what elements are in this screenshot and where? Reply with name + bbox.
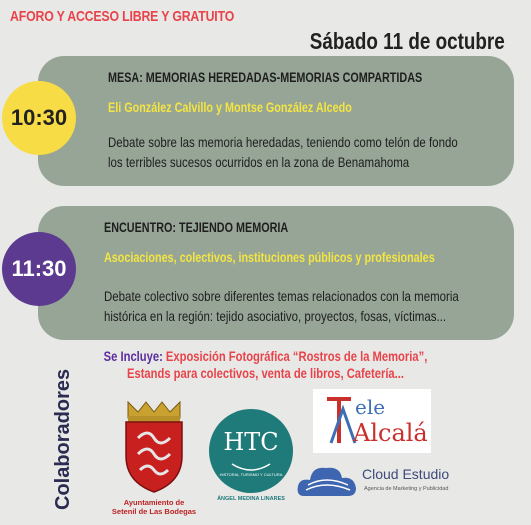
access-info: AFORO Y ACCESO LIBRE Y GRATUITO — [10, 8, 235, 25]
tele-line1: ele — [355, 395, 386, 419]
session-description-line2: los terribles sucesos ocurridos en la zona de Benamahoma — [108, 154, 410, 170]
collaborators-title: Colaboradores — [52, 368, 74, 510]
ayuntamiento-line2: Setenil de Las Bodegas — [111, 507, 197, 516]
htc-logo — [208, 408, 294, 504]
htc-tagline: HISTORIA, TURISMO Y CULTURA — [219, 472, 283, 477]
includes-line1: Exposición Fotográfica “Rostros de la Memoria”, — [165, 348, 428, 364]
ayuntamiento-line1: Ayuntamiento de — [123, 498, 185, 507]
cloud-name: Cloud Estudio — [362, 466, 450, 482]
session-title: MESA: MEMORIAS HEREDADAS-MEMORIAS COMPARTIDAS — [108, 70, 423, 85]
includes-label: Se Incluye: — [103, 348, 163, 364]
includes-info — [0, 348, 531, 382]
tele-alcala-logo — [313, 389, 431, 453]
cloud-icon — [296, 460, 358, 502]
session-description-line2: histórica en la región: tejido asociativo, proyectos, fosas, víctimas... — [104, 308, 447, 324]
ayuntamiento-logo — [104, 398, 204, 522]
time-badge-2: 11:30 — [2, 232, 76, 306]
session-card-2 — [38, 206, 514, 340]
session-participants: Asociaciones, colectivos, instituciones públicos y profesionales — [104, 250, 435, 265]
tele-line2: Alcalá — [353, 419, 428, 447]
includes-line2: Estands para colectivos, venta de libros, Cafetería... — [126, 365, 404, 381]
session-description-line1: Debate sobre las memoria heredadas, teniendo como telón de fondo — [108, 134, 458, 150]
crest-icon — [104, 398, 204, 494]
cloud-estudio-logo — [296, 460, 456, 504]
session-card-1 — [38, 56, 514, 186]
session-description-line1: Debate colectivo sobre diferentes temas relacionados con la memoria — [104, 288, 459, 304]
time-badge-1: 10:30 — [2, 81, 76, 155]
htc-name: ÁNGEL MEDINA LINARES — [217, 496, 285, 502]
htc-letters: HTC — [223, 428, 279, 456]
cloud-tagline: Agencia de Marketing y Publicidad — [364, 486, 449, 492]
session-title: ENCUENTRO: TEJIENDO MEMORIA — [104, 220, 289, 235]
event-date: Sábado 11 de octubre — [310, 28, 505, 54]
session-participants: Eli González Calvillo y Montse González Alcedo — [108, 100, 352, 115]
